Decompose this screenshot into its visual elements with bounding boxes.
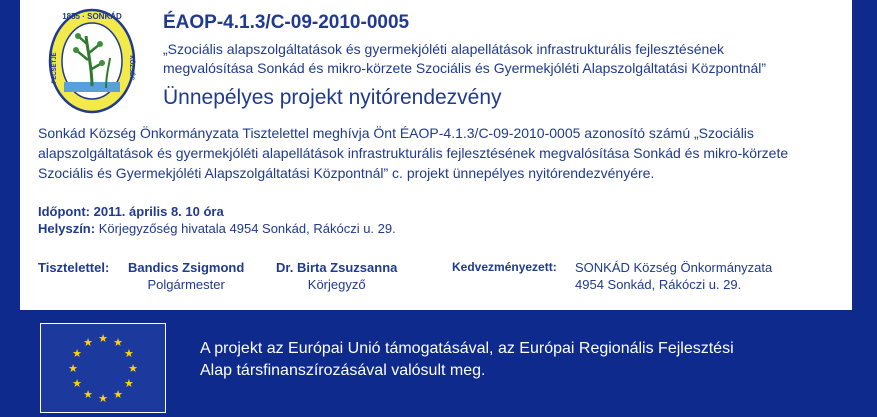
place-row <box>38 220 396 237</box>
event-title: Ünnepélyes projekt nyitórendezvény <box>163 86 502 109</box>
eu-notice-line: A projekt az Európai Unió támogatásával, az Európai Regionális Fejlesztési <box>200 340 734 357</box>
signer-mayor <box>128 259 244 293</box>
eu-star-icon: ★ <box>113 388 123 401</box>
time-row <box>38 203 396 220</box>
place-label: Helyszín: <box>38 221 96 236</box>
invitation-line: Sonkád Község Önkormányzata Tisztelettel meghívja Önt ÉAOP-4.1.3/C-09-2010-0005 azonosító számú „Szociális <box>38 125 754 141</box>
invitation-line: alapszolgáltatások és gyermekjóléti alapellátások infrastrukturális fejlesztésének megvalósítása Sonkád és mikro-körzete <box>38 145 789 161</box>
eu-star-icon: ★ <box>98 393 108 405</box>
project-code: ÉAOP-4.1.3/C-09-2010-0005 <box>163 12 410 33</box>
beneficiary-label: Kedvezményezett: <box>452 260 557 274</box>
time-value: 2011. április 8. 10 óra <box>93 204 224 219</box>
eu-star-icon: ★ <box>72 348 82 360</box>
project-description-line: „Szociális alapszolgáltatások és gyermekjóléti alapellátások infrastrukturális fejlesztésének <box>163 41 725 57</box>
place-value: Körjegyzőség hivatala 4954 Sonkád, Rákóczi u. 29. <box>98 221 396 236</box>
eu-star-icon: ★ <box>124 348 134 360</box>
eu-star-icon: ★ <box>68 363 78 375</box>
invitation-text <box>38 123 838 183</box>
eu-notice-line: Alap társfinanszírozásával valósult meg. <box>200 362 486 379</box>
signer-title: Körjegyző <box>307 277 366 292</box>
eu-star-icon: ★ <box>83 337 93 350</box>
event-details <box>38 203 396 237</box>
eu-star-icon: ★ <box>128 363 138 375</box>
project-description-line: megvalósítása Sonkád és mikro-körzete Szociális és Gyermekjóléti Alapszolgáltatási Központnál” <box>163 60 767 76</box>
eu-star-icon: ★ <box>72 378 82 390</box>
eu-flag-icon <box>40 323 166 413</box>
respect-label: Tisztelettel: <box>38 260 110 275</box>
project-description <box>163 40 803 78</box>
beneficiary-name: SONKÁD Község Önkormányzata <box>575 260 773 275</box>
eu-star-icon: ★ <box>124 378 134 390</box>
signer-notary <box>276 259 397 293</box>
beneficiary-info <box>575 259 772 293</box>
village-seal-logo <box>48 8 136 114</box>
invitation-line: Szociális és Gyermekjóléti Alapszolgáltatási Központnál” c. projekt ünnepélyes nyitórendezvényére. <box>38 165 655 181</box>
svg-text:PECSÉTJE: PECSÉTJE <box>52 52 58 84</box>
signer-name: Dr. Birta Zsuzsanna <box>276 260 398 275</box>
signer-title: Polgármester <box>147 277 225 292</box>
eu-star-icon: ★ <box>83 388 93 401</box>
eu-star-icon: ★ <box>98 333 108 345</box>
time-label: Időpont: <box>38 204 90 219</box>
signer-name: Bandics Zsigmond <box>128 260 245 275</box>
svg-text:KÖZSÉG: KÖZSÉG <box>128 55 134 81</box>
svg-text:1855 · SONKÁD: 1855 · SONKÁD <box>62 12 122 21</box>
eu-star-icon: ★ <box>113 337 123 350</box>
eu-funding-notice <box>200 338 860 382</box>
beneficiary-address: 4954 Sonkád, Rákóczi u. 29. <box>575 277 742 292</box>
